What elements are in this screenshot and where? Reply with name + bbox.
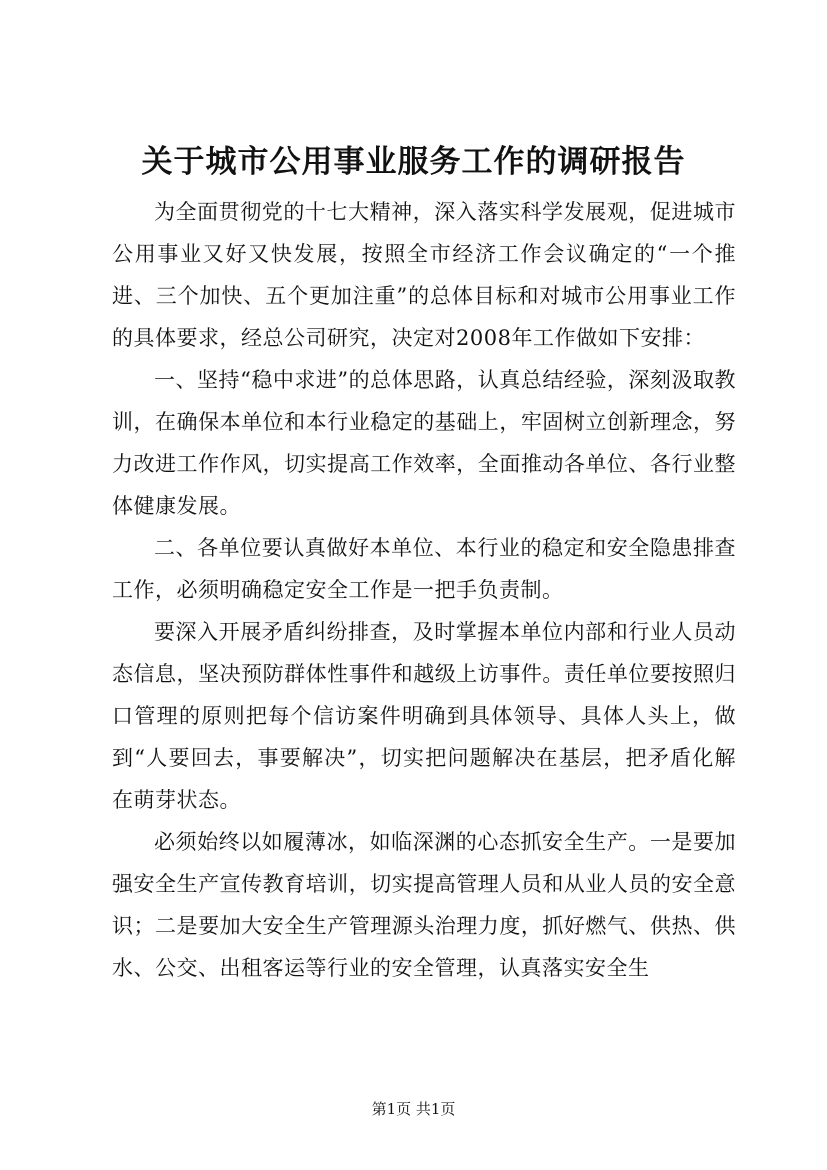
page-footer: 第1页 共1页 (371, 1100, 456, 1118)
document-body (112, 191, 736, 989)
paragraph-point-two: 二、各单位要认真做好本单位、本行业的稳定和安全隐患排查工作，必须明确稳定安全工作是一把手负责制。 (112, 536, 736, 602)
paragraph-dispute-investigation: 要深入开展矛盾纠纷排查，及时掌握本单位内部和行业人员动态信息，坚决预防群体性事件和越级上访事件。责任单位要按照归口管理的原则把每个信访案件明确到具体领导、具体人头上，做到“人要回去，事要解决”，切实把问题解决在基层，把矛盾化解在萌芽状态。 (112, 620, 736, 812)
document-title: 关于城市公用事业服务工作的调研报告 (141, 144, 686, 180)
paragraph-intro: 为全面贯彻党的十七大精神，深入落实科学发展观，促进城市公用事业又好又快发展，按照全市经济工作会议确定的“一个推进、三个加快、五个更加注重”的总体目标和对城市公用事业工作的具体要求，经总公司研究，决定对2008年工作做如下安排： (112, 200, 736, 350)
paragraph-safety-production: 必须始终以如履薄冰，如临深渊的心态抓安全生产。一是要加强安全生产宣传教育培训，切实提高管理人员和从业人员的安全意识；二是要加大安全生产管理源头治理力度，抓好燃气、供热、供水、公交、出租客运等行业的安全管理，认真落实安全生 (112, 830, 736, 980)
paragraph-point-one: 一、坚持“稳中求进”的总体思路，认真总结经验，深刻汲取教训，在确保本单位和本行业稳定的基础上，牢固树立创新理念，努力改进工作作风，切实提高工作效率，全面推动各单位、各行业整体健康发展。 (112, 368, 736, 518)
